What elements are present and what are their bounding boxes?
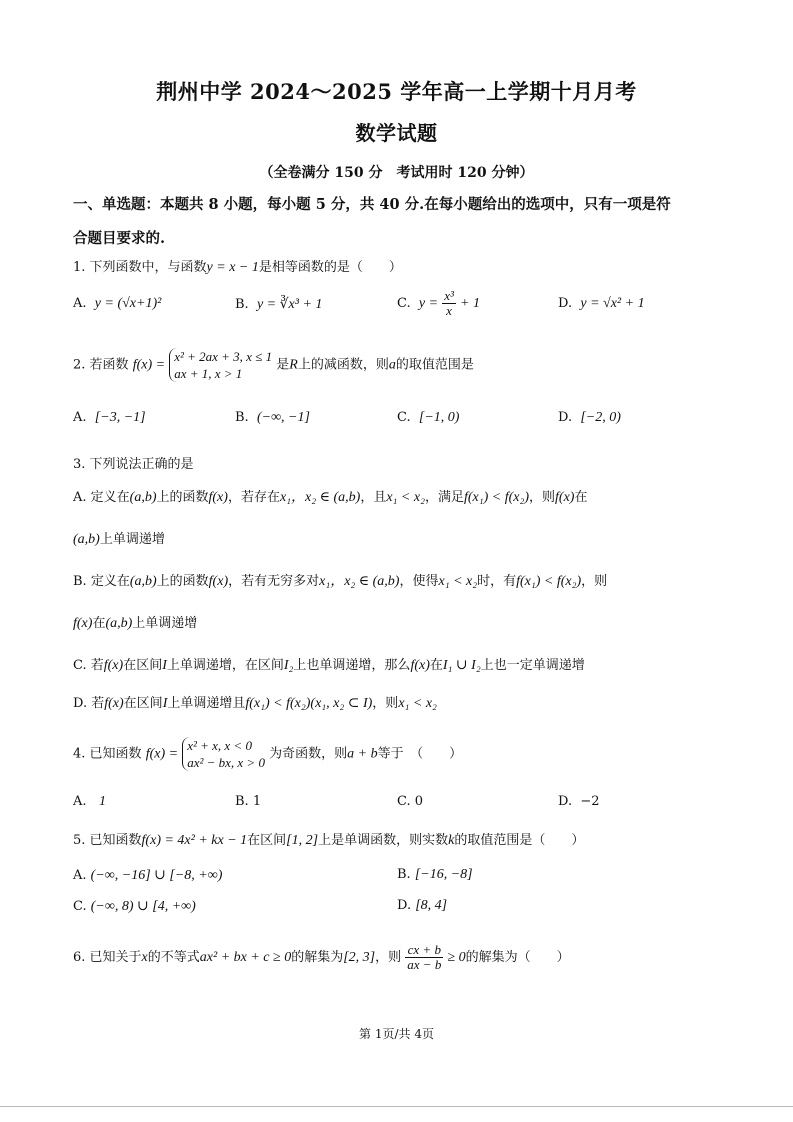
- q6-inequality: ax² + bx + c ≥ 0: [199, 950, 292, 965]
- option-label: C.: [397, 794, 411, 809]
- math: (a,b): [73, 532, 100, 547]
- option-label: A.: [73, 794, 87, 809]
- text: ，若有无穷多对: [228, 574, 320, 589]
- q3-option-d[interactable]: [73, 692, 437, 712]
- q4-option-a[interactable]: [73, 794, 106, 810]
- page-bottom-divider: [0, 1106, 793, 1107]
- subject-title: 数学试题: [355, 121, 438, 145]
- q1-stem-text-end: 是相等函数的是（ ）: [258, 260, 402, 275]
- q1-option-c[interactable]: [397, 289, 480, 318]
- text: 时，有: [477, 574, 517, 589]
- q5-option-d-value: [8, 4]: [415, 898, 448, 913]
- q6-stem-text-3: 的解集为: [291, 950, 344, 965]
- text: 上的函数: [156, 574, 209, 589]
- q2-variable-a: a: [388, 357, 396, 373]
- q4-option-a-value: 1: [98, 794, 106, 809]
- math: x₁ < x₂: [398, 696, 437, 711]
- q1-option-c-math: y =: [418, 296, 439, 311]
- q3-option-a-line2: [73, 528, 165, 548]
- q2-stem-text: 2. 若函数: [73, 357, 129, 373]
- q6-stem-text-2: 的不等式: [147, 950, 200, 965]
- question-3-stem: 3. 下列说法正确的是: [73, 457, 194, 472]
- q1-stem-math: y = x − 1: [206, 260, 259, 275]
- q2-option-b[interactable]: [235, 410, 310, 426]
- math: f(x): [410, 658, 430, 673]
- q4-stem-text-2: 为奇函数，则: [269, 746, 348, 762]
- math: f(x): [208, 574, 229, 589]
- option-label: C.: [397, 410, 411, 425]
- q5-option-a-value: (−∞, −16] ∪ [−8, +∞): [90, 868, 223, 883]
- section-heading-line1: 一、单选题：本题共 8 小题，每小题 5 分，共 40 分.在每小题给出的选项中，只有一项是符: [73, 196, 671, 213]
- q4-stem-text: 4. 已知函数: [73, 746, 142, 762]
- q6-solution-set: [2, 3]: [343, 950, 376, 965]
- text: ，则: [529, 490, 556, 505]
- q4-case-1: x² + x, x < 0: [187, 738, 252, 753]
- fraction-numerator: cx + b: [405, 943, 443, 958]
- option-label: D.: [558, 410, 573, 425]
- question-1-stem: [73, 256, 402, 276]
- fraction-denominator: ax − b: [407, 957, 442, 972]
- math: x₁ < x₂: [386, 490, 425, 505]
- q4-stem-text-3: 等于 （ ）: [377, 746, 463, 762]
- question-4-stem: [73, 737, 462, 771]
- q5-option-d[interactable]: [397, 898, 447, 914]
- question-2-stem: [73, 348, 474, 382]
- math: f(x): [208, 490, 228, 505]
- math: f(x₁) < f(x₂): [463, 490, 529, 505]
- q4-option-b-value: 1: [252, 794, 262, 809]
- q6-stem-text-4: ，则: [375, 950, 402, 965]
- math: I₁ ∪ I₂: [442, 658, 481, 673]
- text: ，使得: [399, 574, 439, 589]
- q4-option-b[interactable]: [235, 794, 261, 809]
- q4-option-d[interactable]: [558, 794, 600, 809]
- option-label: B.: [235, 794, 249, 809]
- text: 在: [92, 616, 106, 631]
- q6-variable-x: x: [141, 950, 148, 965]
- option-label: B.: [235, 410, 249, 425]
- question-6-stem: [73, 943, 570, 972]
- q5-option-c[interactable]: [73, 898, 196, 915]
- q1-option-d[interactable]: [558, 296, 645, 312]
- q2-stem-text-4: 的取值范围是: [395, 357, 474, 373]
- math: I₂: [283, 658, 294, 673]
- math: x₁，x₂ ∈ (a,b): [279, 490, 361, 505]
- q2-option-a[interactable]: [73, 410, 146, 426]
- text: B. 定义在: [73, 574, 130, 589]
- q1-option-c-math-end: + 1: [460, 296, 480, 311]
- q2-option-c-value: [−1, 0): [418, 410, 460, 425]
- q5-stem-text-2: 在区间: [247, 833, 287, 848]
- math: f(x): [555, 490, 575, 505]
- q5-option-b-value: [−16, −8]: [414, 867, 473, 882]
- math: I: [162, 696, 168, 711]
- text: 上单调递增，在区间: [166, 658, 284, 673]
- q1-option-b[interactable]: [235, 296, 322, 313]
- q5-function: f(x) = 4x² + kx − 1: [141, 833, 248, 848]
- q2-option-b-value: (−∞, −1]: [256, 410, 310, 425]
- text: ，且: [360, 490, 387, 505]
- q5-stem-text-3: 上是单调函数，则实数: [318, 833, 449, 848]
- fraction-numerator: x³: [444, 288, 454, 303]
- q3-option-b[interactable]: [73, 570, 607, 590]
- math: f(x): [104, 696, 124, 711]
- q5-interval: [1, 2]: [286, 833, 319, 848]
- option-label: D.: [397, 898, 412, 913]
- q1-option-b-math: y = ∛x³ + 1: [256, 297, 323, 312]
- text: A. 定义在: [73, 490, 130, 505]
- text: 上的函数: [156, 490, 209, 505]
- math: f(x₁) < f(x₂): [516, 574, 582, 589]
- q5-stem-text: 5. 已知函数: [73, 833, 142, 848]
- q5-variable-k: k: [448, 833, 455, 848]
- math: (a,b): [129, 574, 157, 589]
- fraction-denominator: x: [446, 303, 452, 318]
- math: f(x): [103, 658, 124, 673]
- option-label: A.: [73, 868, 87, 883]
- q5-option-b[interactable]: [397, 867, 473, 883]
- option-label: D.: [558, 794, 573, 809]
- section-heading-line2: 合题目要求的.: [73, 230, 166, 247]
- q4-option-c-value: 0: [414, 794, 424, 809]
- q6-stem-text: 6. 已知关于: [73, 950, 142, 965]
- q1-option-d-math: y = √x² + 1: [580, 296, 645, 311]
- text: 上也单调递增，那么: [293, 658, 411, 673]
- q6-fraction: [405, 943, 443, 972]
- q2-piecewise: [169, 348, 272, 382]
- q4-case-2: ax² − bx, x > 0: [187, 755, 265, 770]
- page-footer: 第 1页/共 4页: [359, 1027, 434, 1041]
- q4-option-c[interactable]: [397, 794, 423, 809]
- text: 在: [574, 490, 588, 505]
- q6-ge-zero: ≥ 0: [447, 950, 466, 965]
- option-label: C.: [397, 296, 411, 311]
- text: C. 若: [73, 658, 104, 673]
- q2-case-2: ax + 1, x > 1: [174, 366, 243, 381]
- text: 上单调递增: [132, 616, 198, 631]
- q2-stem-text-2: 是: [276, 357, 290, 373]
- option-label: B.: [235, 297, 249, 312]
- q2-case-1: x² + 2ax + 3, x ≤ 1: [174, 349, 273, 364]
- math: x₁ < x₂: [438, 574, 478, 589]
- exam-title: 荆州中学 2024～2025 学年高一上学期十月月考: [156, 79, 637, 104]
- q1-stem-text: 1. 下列函数中，与函数: [73, 260, 207, 275]
- q5-option-a[interactable]: [73, 867, 222, 884]
- q2-function-name: f(x) =: [132, 357, 166, 373]
- math: f(x₁) < f(x₂)(x₁, x₂ ⊂ I): [245, 696, 373, 711]
- q2-option-a-value: [−3, −1]: [94, 410, 146, 425]
- math: I: [162, 658, 167, 673]
- q1-option-c-fraction: [442, 289, 456, 318]
- q6-stem-text-5: 的解集为（ ）: [465, 950, 570, 965]
- option-label: A.: [73, 410, 87, 425]
- q3-option-c[interactable]: [73, 654, 585, 674]
- q2-option-c[interactable]: [397, 410, 459, 426]
- text: ，若存在: [227, 490, 280, 505]
- math: (a,b): [105, 616, 133, 631]
- text: 在: [429, 658, 443, 673]
- text: D. 若: [73, 696, 105, 711]
- math: x₁，x₂ ∈ (a,b): [319, 574, 400, 589]
- question-5-stem: [73, 829, 584, 849]
- q4-sum: a + b: [347, 746, 378, 762]
- q5-option-c-value: (−∞, 8) ∪ [4, +∞): [90, 899, 196, 914]
- text: ，则: [372, 696, 399, 711]
- q4-piecewise: [182, 737, 265, 771]
- option-label: C.: [73, 899, 87, 914]
- q1-option-a[interactable]: [73, 296, 161, 312]
- math: (a,b): [129, 490, 157, 505]
- option-label: D.: [558, 296, 573, 311]
- q2-option-d[interactable]: [558, 410, 621, 426]
- text: 在区间: [123, 696, 163, 711]
- q2-option-d-value: [−2, 0): [580, 410, 621, 425]
- text: ，则: [581, 574, 608, 589]
- q3-option-a[interactable]: [73, 486, 587, 506]
- q4-function-name: f(x) =: [145, 746, 179, 762]
- q2-stem-text-3: 上的减函数，则: [297, 357, 389, 373]
- option-label: A.: [73, 296, 87, 311]
- q5-stem-text-4: 的取值范围是（ ）: [454, 833, 585, 848]
- q4-option-d-value: −2: [580, 794, 600, 809]
- text: 上单调递增且: [167, 696, 246, 711]
- math: f(x): [73, 616, 93, 631]
- q3-option-b-line2: [73, 612, 197, 632]
- exam-note: （全卷满分 150 分 考试用时 120 分钟）: [259, 165, 534, 181]
- option-label: B.: [397, 867, 411, 882]
- text: 上也一定单调递增: [480, 658, 585, 673]
- text: 在区间: [123, 658, 163, 673]
- q1-option-a-math: y = (√x+1)²: [94, 296, 162, 311]
- text: ，满足: [424, 490, 464, 505]
- q2-set-r: R: [289, 357, 298, 373]
- text: 上单调递增: [99, 532, 165, 547]
